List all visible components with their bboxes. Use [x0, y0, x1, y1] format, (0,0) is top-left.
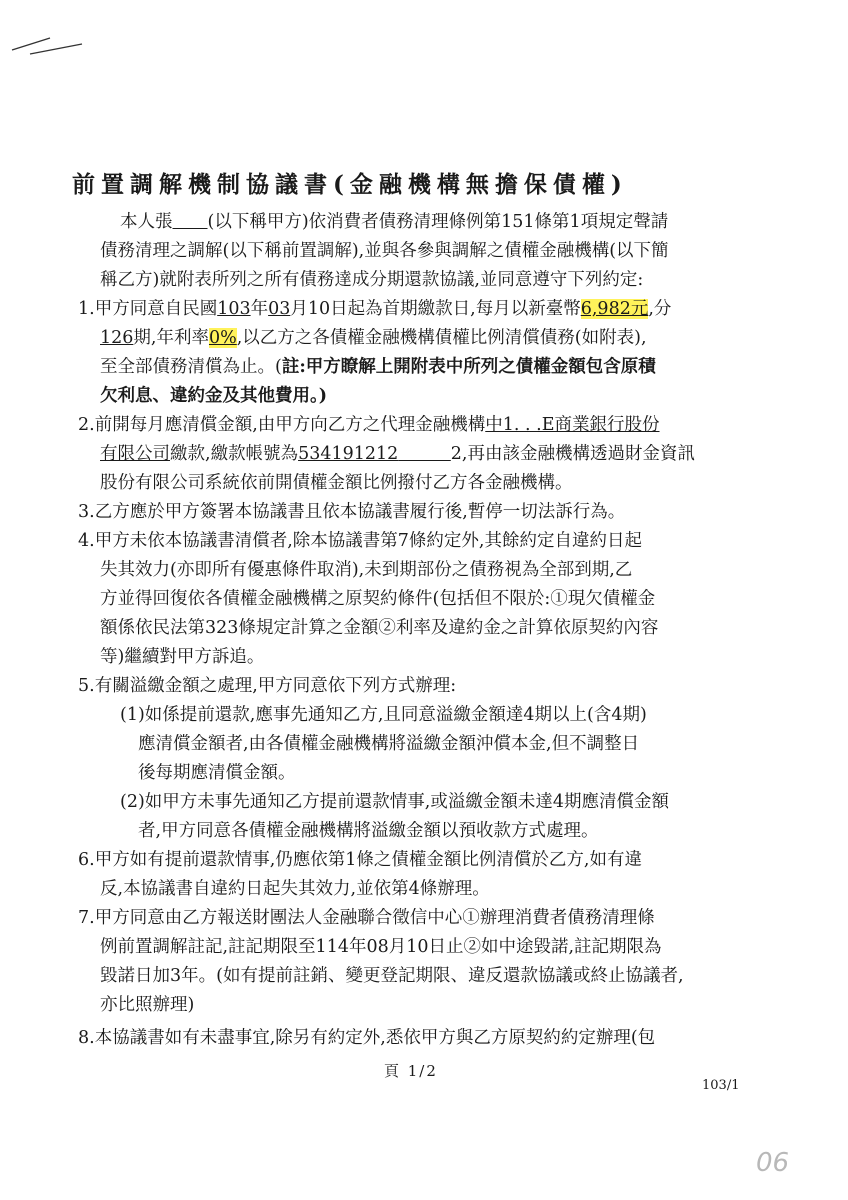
clause-5-sub-1-line-3: 後每期應清償金額。 [138, 763, 296, 783]
page-number: 頁 1/2 [384, 1062, 438, 1080]
clause-7-line-1: 7.甲方同意由乙方報送財團法人金融聯合徵信中心①辦理消費者債務清理條 [78, 908, 655, 928]
clause-4-line-2: 失其效力(亦即所有優惠條件取消),未到期部份之債務視為全部到期,乙 [100, 560, 633, 580]
clause-6-line-2: 反,本協議書自違約日起失其效力,並依第4條辦理。 [100, 879, 490, 899]
handwritten-page-mark: 06 [756, 1148, 790, 1178]
clause-6-line-1: 6.甲方如有提前還款情事,仍應依第1條之債權金額比例清償於乙方,如有違 [78, 850, 642, 870]
start-year: 103 [217, 299, 251, 319]
clause-5-sub-2-line-2: 者,甲方同意各債權金融機構將溢繳金額以預收款方式處理。 [138, 821, 599, 841]
clause-1-line-4: 欠利息、違約金及其他費用。) [100, 386, 328, 406]
clause-2-line-2: 有限公司繳款,繳款帳號為534191212 2,再由該金融機構透過財金資訊 [100, 444, 695, 464]
clause-5-sub-1-line-2: 應清償金額者,由各債權金融機構將溢繳金額沖償本金,但不調整日 [138, 734, 640, 754]
clause-3: 3.乙方應於甲方簽署本協議書且依本協議書履行後,暫停一切法訴行為。 [78, 502, 626, 522]
clause-4-line-3: 方並得回復依各債權金融機構之原契約條件(包括但不限於:①現欠債權金 [100, 589, 656, 609]
clause-5-sub-1-line-1: (1)如係提前還款,應事先通知乙方,且同意溢繳金額達4期以上(含4期) [120, 705, 647, 725]
clause-1-line-1: 1.甲方同意自民國103年03月10日起為首期繳款日,每月以新臺幣6,982元,分 [78, 299, 672, 319]
form-code: 103/1 [702, 1078, 740, 1093]
intro-line-3: 稱乙方)就附表所列之所有債務達成分期還款協議,並同意遵守下列約定: [100, 270, 644, 290]
clause-1-line-3: 至全部債務清償為止。(註:甲方瞭解上開附表中所列之債權金額包含原積 [100, 357, 656, 377]
redacted-name-blank [173, 212, 208, 232]
clause-1-line-2: 126期,年利率0%,以乙方之各債權金融機構債權比例清償債務(如附表), [100, 328, 647, 348]
clause-7-line-4: 亦比照辦理) [100, 995, 195, 1015]
clause-4-line-1: 4.甲方未依本協議書清償者,除本協議書第7條約定外,其餘約定自違約日起 [78, 531, 642, 551]
monthly-amount: 6,982元 [580, 299, 649, 319]
installment-periods: 126 [100, 328, 134, 348]
payment-account-number: 534191212 [298, 444, 399, 464]
clause-5-heading: 5.有關溢繳金額之處理,甲方同意依下列方式辦理: [78, 676, 457, 696]
clause-4-line-5: 等)繼續對甲方訴追。 [100, 647, 265, 667]
interest-rate: 0% [208, 328, 237, 348]
clause-5-sub-2-line-1: (2)如甲方未事先通知乙方提前還款情事,或溢繳金額未達4期應清償金額 [120, 792, 669, 812]
clause-2-line-1: 2.前開每月應清償金額,由甲方向乙方之代理金融機構中1. . .E商業銀行股份 [78, 415, 660, 435]
agent-bank-name: 中1. . .E商業銀行股份 [485, 415, 660, 435]
document-title: 前置調解機制協議書(金融機構無擔保債權) [72, 171, 628, 198]
clause-8-line-1: 8.本協議書如有未盡事宜,除另有約定外,悉依甲方與乙方原契約約定辦理(包 [78, 1028, 656, 1048]
intro-line-1: 本人張 (以下稱甲方)依消費者債務清理條例第151條第1項規定聲請 [120, 212, 669, 232]
start-month: 03 [268, 299, 291, 319]
intro-line-2: 債務清理之調解(以下稱前置調解),並與各參與調解之債權金融機構(以下簡 [100, 241, 669, 261]
clause-1-note: 註:甲方瞭解上開附表中所列之債權金額包含原積 [281, 357, 656, 377]
clause-4-line-4: 額係依民法第323條規定計算之金額②利率及違約金之計算依原契約內容 [100, 618, 659, 638]
agreement-body [78, 208, 758, 1053]
pen-scribble-mark [10, 28, 90, 58]
clause-7-line-2: 例前置調解註記,註記期限至114年08月10日止②如中途毀諾,註記期限為 [100, 937, 662, 957]
clause-7-line-3: 毀諾日加3年。(如有提前註銷、變更登記期限、違反還款協議或終止協議者, [100, 966, 684, 986]
clause-2-line-3: 股份有限公司系統依前開債權金額比例撥付乙方各金融機構。 [100, 473, 573, 493]
